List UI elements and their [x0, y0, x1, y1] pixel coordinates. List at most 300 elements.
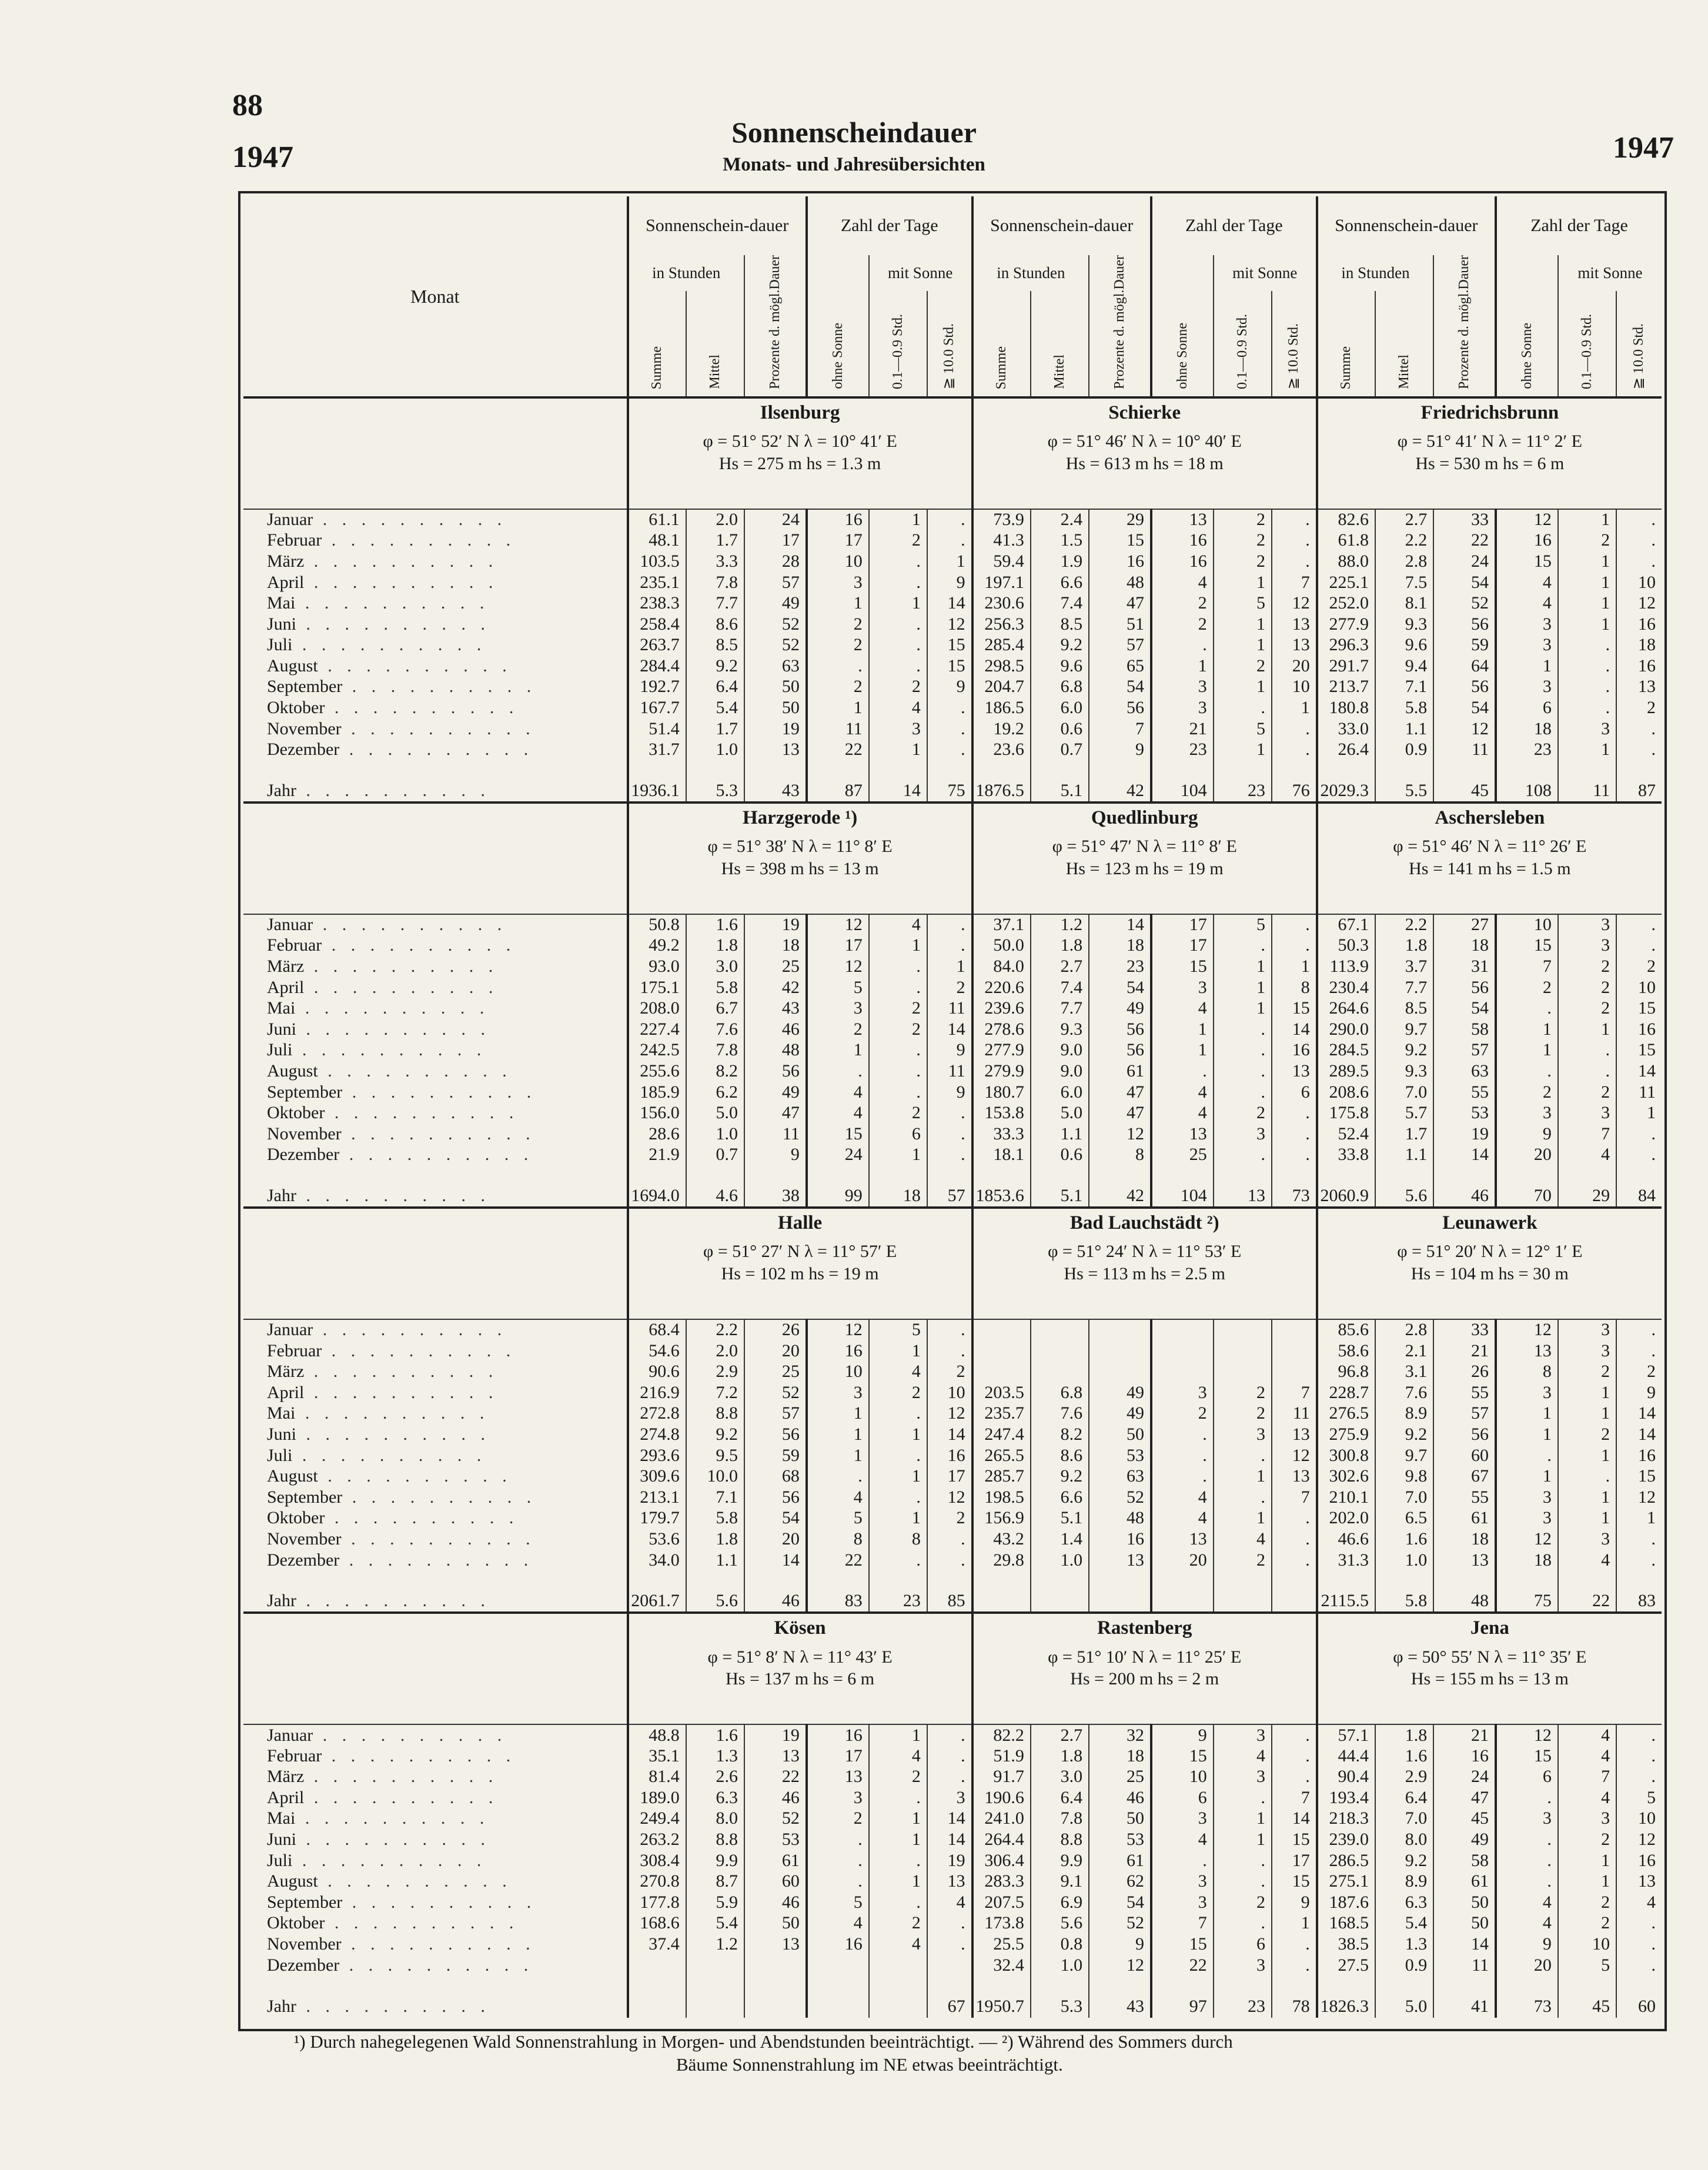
data-cell: 0.6 [1031, 1145, 1089, 1166]
station-coordinates: φ = 51° 20′ N λ = 12° 1′ E [1397, 1242, 1583, 1262]
data-cell: 2 [869, 1913, 927, 1934]
jahr-cell: 108 [1496, 780, 1558, 803]
jahr-cell: 46 [744, 1590, 807, 1613]
row-spacer [243, 1570, 628, 1590]
data-cell: 6 [1496, 697, 1558, 718]
data-cell: 52 [744, 614, 807, 635]
station-name: Kösen [774, 1617, 826, 1639]
spacer-cell [1375, 760, 1433, 780]
jahr-cell [1151, 1590, 1214, 1613]
data-cell: 21 [1433, 1340, 1496, 1362]
jahr-cell: 83 [807, 1590, 869, 1613]
month-name: Oktober [267, 698, 325, 718]
data-cell: 46 [744, 1787, 807, 1808]
data-cell: 4 [807, 1913, 869, 1934]
spacer-cell [1089, 1570, 1151, 1590]
data-cell: 3.1 [1375, 1361, 1433, 1382]
data-cell: 52 [1089, 1913, 1151, 1934]
data-cell: 2 [1616, 697, 1662, 718]
data-cell: . [1558, 1040, 1616, 1061]
data-cell: 16 [1616, 614, 1662, 635]
spacer-cell [1616, 760, 1662, 780]
header-d10-1: ≧ 10.0 Std. [927, 291, 972, 397]
data-cell: 3 [1558, 1808, 1616, 1830]
jahr-cell: 70 [1496, 1185, 1558, 1208]
data-cell: 16 [1151, 530, 1214, 551]
data-cell: 1 [869, 1808, 927, 1830]
data-cell: 2 [1558, 1892, 1616, 1913]
data-cell: 9.0 [1031, 1040, 1089, 1061]
data-cell: 28 [744, 551, 807, 572]
data-cell: 6.4 [1031, 1787, 1089, 1808]
data-cell: 3 [1558, 718, 1616, 740]
data-cell: 7 [1272, 1382, 1317, 1403]
data-cell: . [1151, 1850, 1214, 1871]
leader-dots: . . . . . . . . . . [295, 593, 490, 613]
data-cell: 84.0 [972, 956, 1031, 977]
data-cell: 50.0 [972, 935, 1031, 957]
spacer-cell [1317, 1165, 1375, 1185]
month-label [243, 1019, 628, 1040]
data-cell: 13 [744, 1746, 807, 1767]
data-cell: 8.6 [1031, 1445, 1089, 1466]
jahr-cell: 83 [1616, 1590, 1662, 1613]
data-cell: 63 [1433, 1061, 1496, 1082]
jahr-cell [628, 1995, 686, 2018]
spacer-cell [972, 1165, 1031, 1185]
spacer-cell [1031, 1975, 1089, 1995]
data-cell: 49.2 [628, 935, 686, 957]
data-cell: 5.0 [1031, 1102, 1089, 1124]
data-cell: 3 [1214, 1424, 1272, 1445]
data-cell: 8.9 [1375, 1403, 1433, 1425]
data-cell: 5.6 [1031, 1913, 1089, 1934]
header-monat: Monat [410, 285, 460, 307]
jahr-cell: 23 [1214, 780, 1272, 803]
data-cell: 156.9 [972, 1508, 1031, 1529]
data-cell: . [1558, 697, 1616, 718]
month-label [243, 1487, 628, 1508]
data-cell: 93.0 [628, 956, 686, 977]
data-cell: 278.6 [972, 1019, 1031, 1040]
data-cell: 16 [927, 1445, 972, 1466]
month-name: Oktober [267, 1103, 325, 1123]
data-cell: 3 [1496, 1382, 1558, 1403]
data-cell: . [869, 656, 927, 677]
header-d01-2: 0.1—0.9 Std. [1214, 291, 1272, 397]
data-cell: 23 [1151, 739, 1214, 760]
leader-dots: . . . . . . . . . . [317, 1871, 512, 1891]
data-cell: 7 [1272, 1787, 1317, 1808]
data-cell: 1.2 [1031, 914, 1089, 935]
data-cell: 1 [869, 1145, 927, 1166]
station-coordinates: φ = 51° 27′ N λ = 11° 57′ E [703, 1242, 897, 1262]
station-name: Ilsenburg [760, 402, 840, 423]
month-label [243, 1061, 628, 1082]
data-cell: 274.8 [628, 1424, 686, 1445]
data-cell: 1 [1214, 998, 1272, 1019]
data-cell: 50 [744, 697, 807, 718]
data-cell: 2.7 [1031, 1724, 1089, 1746]
data-cell: 1.3 [1375, 1934, 1433, 1955]
month-label [243, 956, 628, 977]
data-cell: 12 [807, 914, 869, 935]
month-name: November [267, 1124, 342, 1143]
data-cell: 2 [1558, 530, 1616, 551]
data-cell: . [927, 1319, 972, 1340]
data-cell: 43 [744, 998, 807, 1019]
data-cell: 7.0 [1375, 1487, 1433, 1508]
data-cell: 12 [1616, 1829, 1662, 1850]
data-cell: 2 [869, 530, 927, 551]
data-cell: 5 [1558, 1955, 1616, 1976]
station-height: Hs = 275 m hs = 1.3 m [718, 453, 881, 473]
data-cell: 2 [1558, 977, 1616, 998]
data-cell: 38.5 [1317, 1934, 1375, 1955]
data-cell: . [1214, 1082, 1272, 1103]
data-cell: 1 [869, 1466, 927, 1487]
data-cell: 1.7 [1375, 1124, 1433, 1145]
data-cell: 4 [1496, 593, 1558, 614]
month-label [243, 1102, 628, 1124]
data-cell: 276.5 [1317, 1403, 1375, 1425]
leader-dots: . . . . . . . . . . [341, 1124, 536, 1143]
month-name: Februar [267, 530, 322, 550]
month-label [243, 1403, 628, 1425]
data-cell: 21 [1151, 718, 1214, 740]
data-cell: 1 [1558, 1487, 1616, 1508]
data-cell: 48 [1089, 1508, 1151, 1529]
station-name: Rastenberg [1097, 1617, 1192, 1639]
data-cell: . [1272, 718, 1317, 740]
data-cell: 13 [1616, 677, 1662, 698]
jahr-cell: 5.3 [1031, 1995, 1089, 2018]
spacer-cell [686, 1570, 744, 1590]
data-cell: 24 [1433, 1767, 1496, 1788]
station-header [1317, 397, 1662, 509]
data-cell: 15 [1496, 1746, 1558, 1767]
data-cell: 15 [1272, 1871, 1317, 1892]
header-summe-1: Summe [628, 291, 686, 397]
data-cell: 168.5 [1317, 1913, 1375, 1934]
spacer-cell [628, 1975, 686, 1995]
data-cell: . [1272, 551, 1317, 572]
jahr-cell: 42 [1089, 780, 1151, 803]
data-cell: 2 [1558, 1082, 1616, 1103]
jahr-cell: 1826.3 [1317, 1995, 1375, 2018]
data-cell: 4 [807, 1082, 869, 1103]
data-cell: 61 [1089, 1061, 1151, 1082]
data-cell [1272, 1319, 1317, 1340]
data-cell: 13 [1272, 1424, 1317, 1445]
data-cell: 9.9 [1031, 1850, 1089, 1871]
data-cell: . [927, 697, 972, 718]
data-cell: 32.4 [972, 1955, 1031, 1976]
data-cell: 12 [1496, 1529, 1558, 1550]
data-cell: 1 [1496, 1403, 1558, 1425]
station-height: Hs = 613 m hs = 18 m [1065, 453, 1224, 473]
data-cell: 31.3 [1317, 1550, 1375, 1571]
leader-dots: . . . . . . . . . . [304, 1767, 499, 1787]
data-cell: 186.5 [972, 697, 1031, 718]
data-cell: 16 [807, 1340, 869, 1362]
data-cell: 4 [1151, 998, 1214, 1019]
station-header [1317, 1613, 1662, 1724]
data-cell: 49 [744, 593, 807, 614]
data-cell: 156.0 [628, 1102, 686, 1124]
data-cell: 285.7 [972, 1466, 1031, 1487]
data-cell: 17 [1151, 914, 1214, 935]
station-height: Hs = 104 m hs = 30 m [1410, 1263, 1569, 1283]
data-cell [686, 1955, 744, 1976]
month-label [243, 635, 628, 656]
data-cell: 7.8 [1031, 1808, 1089, 1830]
data-cell: 1 [1214, 1808, 1272, 1830]
data-cell: 14 [1616, 1424, 1662, 1445]
station-header [628, 397, 972, 509]
data-cell: 90.6 [628, 1361, 686, 1382]
data-cell: 25 [1151, 1145, 1214, 1166]
data-cell: 1 [1214, 1466, 1272, 1487]
data-cell: 1 [1558, 1382, 1616, 1403]
station-header [972, 803, 1317, 914]
data-cell: 2 [927, 977, 972, 998]
data-cell: . [927, 1145, 972, 1166]
data-cell: 6.6 [1031, 1487, 1089, 1508]
leader-dots: . . . . . . . . . . [322, 530, 516, 550]
data-cell: 88.0 [1317, 551, 1375, 572]
data-cell: 65 [1089, 656, 1151, 677]
leader-dots: . . . . . . . . . . [313, 915, 507, 935]
month-name: Februar [267, 1746, 322, 1766]
data-cell: 4 [1558, 1550, 1616, 1571]
leader-dots: . . . . . . . . . . [339, 1955, 534, 1975]
data-cell: 50 [1089, 1808, 1151, 1830]
header-d01-1: 0.1—0.9 Std. [869, 291, 927, 397]
month-name: November [267, 1529, 342, 1549]
data-cell: 63 [744, 656, 807, 677]
data-cell: 64 [1433, 656, 1496, 677]
data-cell: 8.8 [686, 1829, 744, 1850]
data-cell: 264.4 [972, 1829, 1031, 1850]
data-cell: 49 [1089, 1382, 1151, 1403]
data-cell: 57 [1433, 1403, 1496, 1425]
data-cell: 12 [927, 1403, 972, 1425]
station-coordinates: φ = 51° 38′ N λ = 11° 8′ E [707, 837, 893, 857]
data-cell: 9 [927, 1082, 972, 1103]
data-cell: 9.6 [1375, 635, 1433, 656]
data-cell: . [1151, 1061, 1214, 1082]
data-cell: 32 [1089, 1724, 1151, 1746]
data-cell: 6.2 [686, 1082, 744, 1103]
leader-dots: . . . . . . . . . . [292, 1040, 487, 1060]
data-cell: 20 [1496, 1145, 1558, 1166]
data-cell: 3 [1214, 1955, 1272, 1976]
data-cell: 26.4 [1317, 739, 1375, 760]
data-cell: 18 [744, 935, 807, 957]
data-cell: 2 [1616, 956, 1662, 977]
header-zahl-der-tage-1: Zahl der Tage [807, 196, 972, 255]
data-cell: 202.0 [1317, 1508, 1375, 1529]
spacer-cell [972, 760, 1031, 780]
data-cell: 60 [1433, 1445, 1496, 1466]
data-cell: 82.2 [972, 1724, 1031, 1746]
leader-dots: . . . . . . . . . . [304, 977, 499, 997]
data-cell: 7.0 [1375, 1808, 1433, 1830]
data-cell: 1 [1214, 614, 1272, 635]
leader-dots: . . . . . . . . . . [342, 1892, 537, 1912]
data-cell: 8 [1089, 1145, 1151, 1166]
data-cell: . [807, 1061, 869, 1082]
data-cell: 16 [1089, 551, 1151, 572]
data-cell: 6.5 [1375, 1508, 1433, 1529]
data-cell: 179.7 [628, 1508, 686, 1529]
data-cell: 9 [1496, 1934, 1558, 1955]
month-name: Juli [267, 1850, 293, 1870]
page-title: Sonnenscheindauer [731, 116, 977, 149]
data-cell: 2 [927, 1508, 972, 1529]
station-height: Hs = 530 m hs = 6 m [1415, 453, 1565, 473]
data-cell: 7.7 [1031, 998, 1089, 1019]
data-cell: . [1214, 1061, 1272, 1082]
data-cell: 85.6 [1317, 1319, 1375, 1340]
data-cell: 10 [807, 551, 869, 572]
jahr-cell [1089, 1590, 1151, 1613]
month-label [243, 1529, 628, 1550]
data-cell: 1.1 [1031, 1124, 1089, 1145]
data-cell: 2 [1214, 1382, 1272, 1403]
month-label [243, 697, 628, 718]
data-cell: 9.5 [686, 1445, 744, 1466]
data-cell: 3 [807, 1787, 869, 1808]
month-name: Oktober [267, 1508, 325, 1528]
data-cell: 8 [807, 1529, 869, 1550]
header-mittel-2: Mittel [1031, 291, 1089, 397]
data-cell: 1.1 [686, 1550, 744, 1571]
data-cell: 12 [1433, 718, 1496, 740]
data-cell: 11 [744, 1124, 807, 1145]
data-cell [628, 1955, 686, 1976]
data-cell: 20 [1496, 1955, 1558, 1976]
data-cell: 22 [807, 739, 869, 760]
data-cell: 47 [744, 1102, 807, 1124]
data-cell: 22 [744, 1767, 807, 1788]
data-cell: 1 [869, 509, 927, 530]
data-cell: 1 [1558, 1403, 1616, 1425]
data-cell: 12 [1089, 1124, 1151, 1145]
jahr-cell: 76 [1272, 780, 1317, 803]
data-cell: 9.2 [1375, 1424, 1433, 1445]
data-cell: 3 [1151, 1808, 1214, 1830]
data-cell: 230.6 [972, 593, 1031, 614]
data-cell: . [869, 956, 927, 977]
data-cell: 9 [1151, 1724, 1214, 1746]
data-cell: 3 [1558, 1529, 1616, 1550]
header-in-stunden-1: in Stunden [628, 255, 744, 291]
data-cell: 5 [1214, 914, 1272, 935]
data-cell: . [1272, 914, 1317, 935]
jahr-label [243, 780, 628, 803]
data-cell: 2.4 [1031, 509, 1089, 530]
header-mittel-1: Mittel [686, 291, 744, 397]
station-height: Hs = 398 m hs = 13 m [721, 858, 879, 878]
data-cell: 309.6 [628, 1466, 686, 1487]
data-cell: . [927, 1102, 972, 1124]
data-cell: 57 [1433, 1040, 1496, 1061]
spacer-cell [1496, 1165, 1558, 1185]
data-cell: 277.9 [972, 1040, 1031, 1061]
data-cell: . [1214, 1913, 1272, 1934]
station-header [972, 1613, 1317, 1724]
data-cell: 56 [1089, 1019, 1151, 1040]
data-cell: 54 [1089, 977, 1151, 998]
data-cell: 6.4 [686, 677, 744, 698]
data-cell: 25.5 [972, 1934, 1031, 1955]
data-cell: 7.0 [1375, 1082, 1433, 1103]
header-mit-sonne-1: mit Sonne [869, 255, 972, 291]
data-cell: 13 [1089, 1550, 1151, 1571]
month-label [243, 1508, 628, 1529]
jahr-cell: 104 [1151, 780, 1214, 803]
data-cell: 13 [744, 1934, 807, 1955]
leader-dots: . . . . . . . . . . [325, 1508, 519, 1528]
data-cell: 20 [1151, 1550, 1214, 1571]
data-cell: . [927, 1550, 972, 1571]
data-cell: 1 [869, 1424, 927, 1445]
data-cell: 1.7 [686, 530, 744, 551]
jahr-cell: 60 [1616, 1995, 1662, 2018]
data-cell: 18 [1496, 718, 1558, 740]
data-cell [807, 1955, 869, 1976]
data-cell: 4 [1616, 1892, 1662, 1913]
data-cell: 21.9 [628, 1145, 686, 1166]
data-cell: 37.1 [972, 914, 1031, 935]
data-cell: 180.7 [972, 1082, 1031, 1103]
data-cell: 230.4 [1317, 977, 1375, 998]
data-cell: . [1496, 1871, 1558, 1892]
data-cell: 12 [1272, 1445, 1317, 1466]
leader-dots: . . . . . . . . . . [296, 614, 491, 634]
spacer-cell [869, 1165, 927, 1185]
data-cell: 255.6 [628, 1061, 686, 1082]
data-cell: 13 [1272, 635, 1317, 656]
data-cell: 1 [807, 1424, 869, 1445]
data-cell: 3 [1214, 1724, 1272, 1746]
data-cell: 54 [744, 1508, 807, 1529]
data-cell: 34.0 [628, 1550, 686, 1571]
data-cell: 3 [1151, 1382, 1214, 1403]
month-name: Mai [267, 998, 296, 1018]
data-cell: 208.6 [1317, 1082, 1375, 1103]
data-cell: 1.0 [686, 739, 744, 760]
data-cell: 4 [869, 1746, 927, 1767]
month-label [243, 1319, 628, 1340]
data-cell: 12 [1089, 1955, 1151, 1976]
leader-dots: . . . . . . . . . . [292, 1850, 487, 1870]
data-cell: 12 [927, 1487, 972, 1508]
data-cell: . [1616, 1145, 1662, 1166]
data-cell: 3 [1151, 677, 1214, 698]
data-cell: 52 [1089, 1487, 1151, 1508]
data-cell: 2.2 [1375, 530, 1433, 551]
data-cell: 7.8 [686, 572, 744, 593]
data-cell: 218.3 [1317, 1808, 1375, 1830]
data-cell: 9.2 [1031, 1466, 1089, 1487]
leader-dots: . . . . . . . . . . [339, 1550, 534, 1570]
data-cell: . [1496, 1445, 1558, 1466]
data-cell: 15 [1496, 935, 1558, 957]
data-cell: 17 [807, 1746, 869, 1767]
